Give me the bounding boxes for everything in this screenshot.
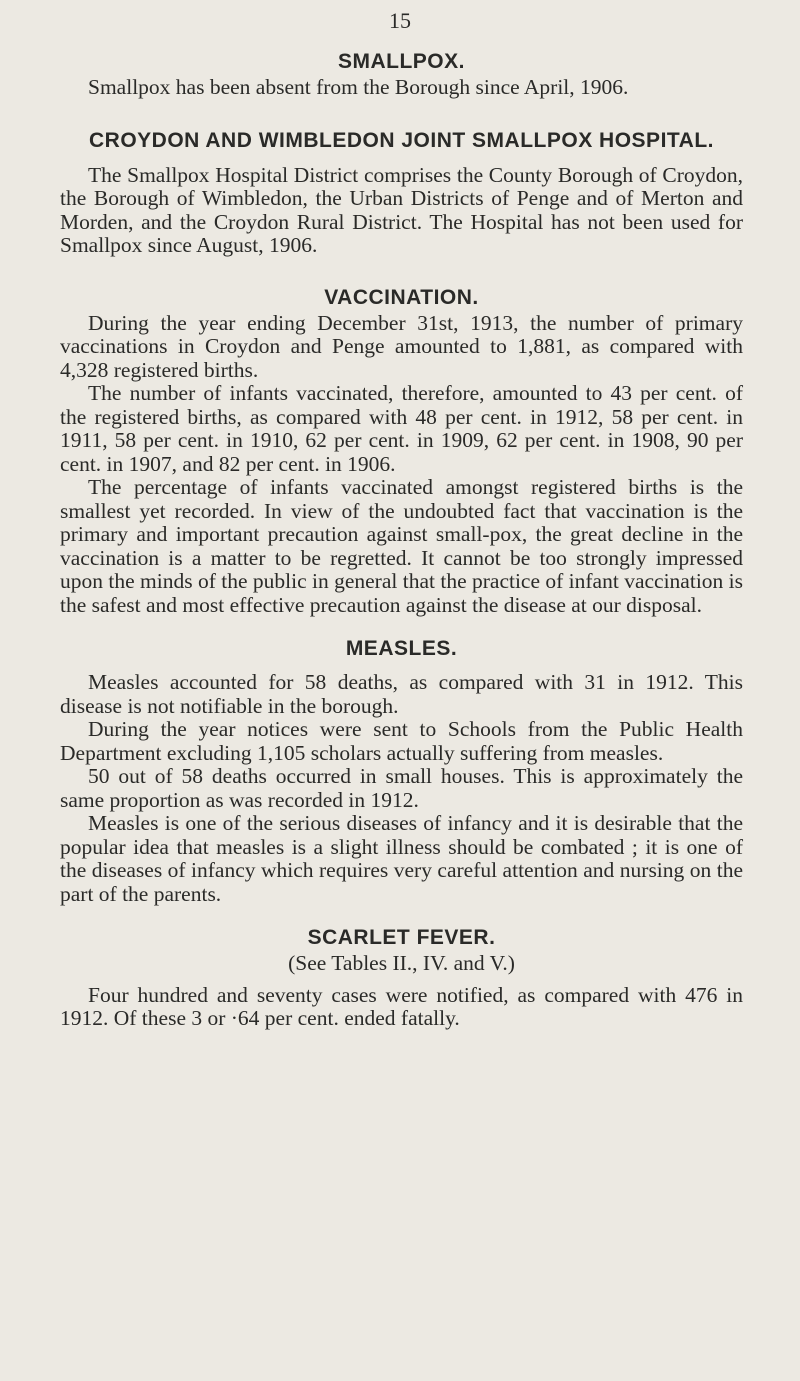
- heading-joint-smallpox-hospital: CROYDON AND WIMBLEDON JOINT SMALLPOX HOSPITAL.: [89, 128, 714, 152]
- section-measles: [60, 635, 743, 906]
- heading-scarlet-fever: SCARLET FEVER.: [307, 926, 496, 949]
- paragraph: During the year ending December 31st, 1913, the number of primary vaccinations in Croydon and Penge amounted to 1,881, as compared with 4,328 registered births.: [60, 310, 743, 382]
- paragraph: The number of infants vaccinated, therefore, amounted to 43 per cent. of the registered births, as compared with 48 per cent. in 1912, 58 per cent. in 1911, 58 per cent. in 1910, 62 per cent. in 1909, 62 per cent. in 1908, 90 per cent. in 1907, and 82 per cent. in 1906.: [60, 381, 743, 476]
- section-scarlet-fever: [60, 924, 743, 1031]
- paragraph: The percentage of infants vaccinated amongst registered births is the smallest yet recorded. In view of the undoubted fact that vaccination is the primary and important precaution against small-pox, the great decline in the vaccination is a matter to be regretted. It cannot be too strongly impressed upon the minds of the public in general that the practice of infant vaccination is the safest and most effective precaution against the disease at our disposal.: [60, 475, 744, 617]
- section-joint-smallpox-hospital: [60, 126, 743, 258]
- paragraph: The Smallpox Hospital District comprises the County Borough of Croydon, the Borough of Wimbledon, the Urban Districts of Penge and of Merton and Morden, and the Croydon Rural District. The Hospital has not been used for Smallpox since August, 1906.: [60, 162, 743, 257]
- document-body: [60, 48, 743, 1031]
- section-vaccination: [60, 284, 743, 618]
- heading-measles: MEASLES.: [345, 637, 458, 660]
- heading-vaccination: VACCINATION.: [324, 285, 479, 309]
- heading-smallpox: SMALLPOX.: [337, 50, 465, 73]
- paragraph: During the year notices were sent to Schools from the Public Health Department excluding 1,105 scholars actually suffering from measles.: [60, 717, 743, 765]
- section-smallpox: [60, 48, 743, 100]
- subheading-tables-reference: (See Tables II., IV. and V.): [288, 951, 515, 975]
- paragraph: Measles accounted for 58 deaths, as compared with 31 in 1912. This disease is not notifiable in the borough.: [60, 670, 743, 718]
- paragraph: Four hundred and seventy cases were notified, as compared with 476 in 1912. Of these 3 or ·64 per cent. ended fatally.: [60, 982, 743, 1030]
- paragraph: Smallpox has been absent from the Borough since April, 1906.: [88, 75, 629, 99]
- paragraph: 50 out of 58 deaths occurred in small houses. This is approximately the same proportion as was recorded in 1912.: [60, 764, 743, 812]
- paragraph: Measles is one of the serious diseases of infancy and it is desirable that the popular idea that measles is a slight illness should be combated ; it is one of the diseases of infancy which requires very careful attention and nursing on the part of the parents.: [60, 811, 743, 906]
- page-number: 15: [389, 8, 411, 33]
